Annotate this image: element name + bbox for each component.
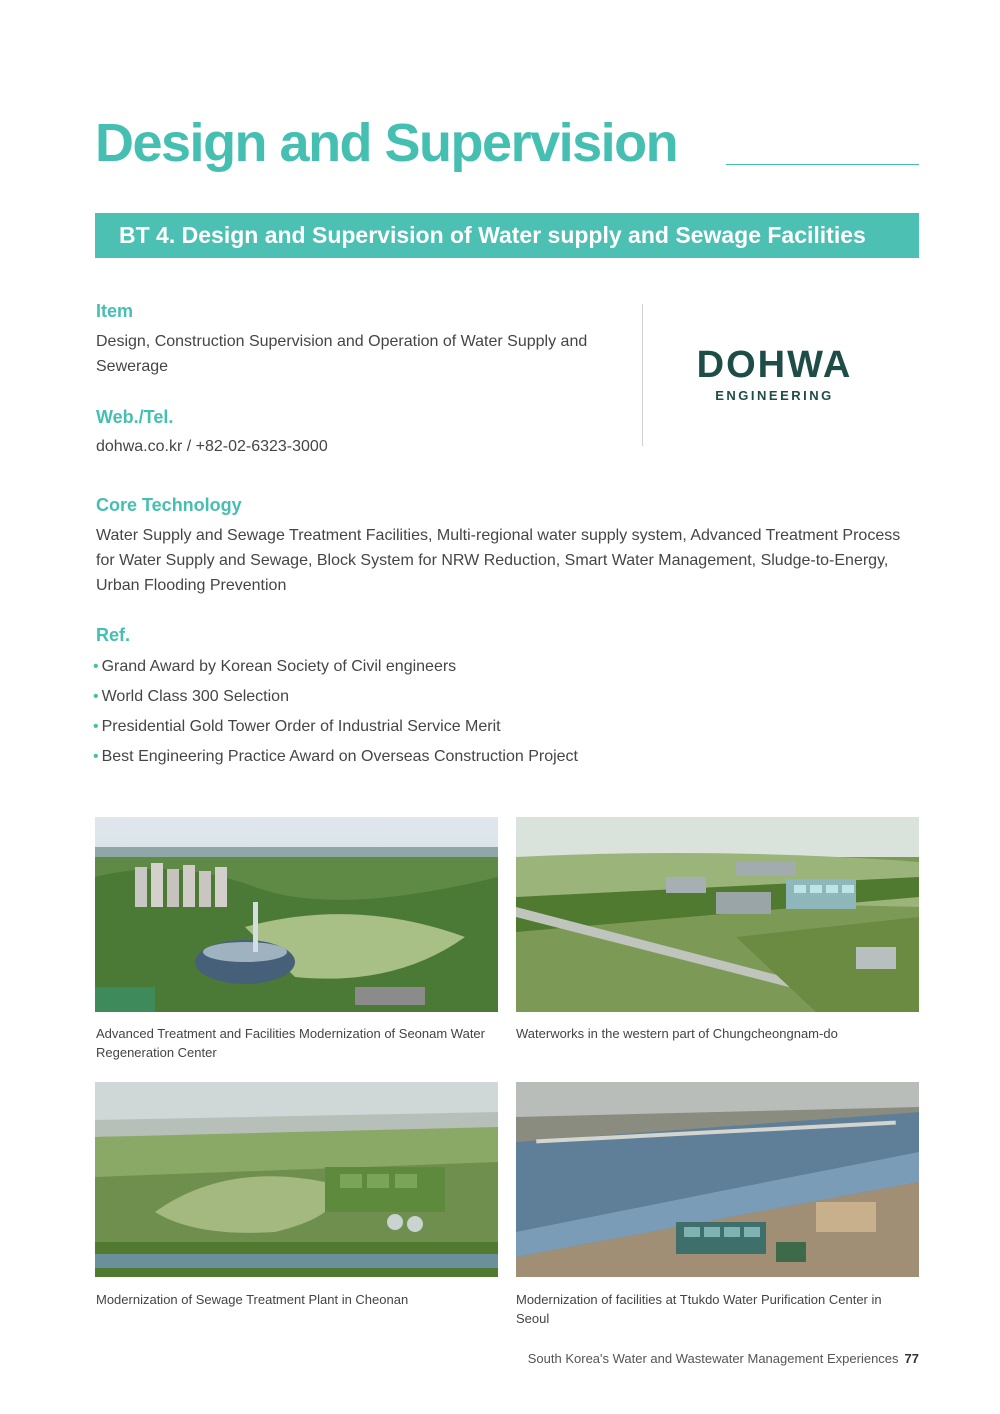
photo-caption: Advanced Treatment and Facilities Modernization of Seonam Water Regeneration Center [96, 1026, 485, 1060]
photo-caption: Modernization of Sewage Treatment Plant in Cheonan [96, 1292, 409, 1307]
item-text: Design, Construction Supervision and Operation of Water Supply and Sewerage [96, 333, 588, 375]
photo-ttukdo-center [516, 1082, 919, 1277]
section-banner: BT 4. Design and Supervision of Water supply and Sewage Facilities [95, 213, 919, 258]
title-divider [726, 164, 919, 165]
item-label: Item [96, 301, 134, 321]
bullet-icon: • [93, 658, 99, 675]
photo-caption: Waterworks in the western part of Chungcheongnam-do [516, 1026, 838, 1041]
ref-item: • World Class 300 Selection [93, 688, 289, 705]
page-footer [528, 1351, 919, 1366]
logo-wordmark: DOHWA [696, 344, 853, 386]
photo-chungnam-waterworks [516, 817, 919, 1012]
footer-title: South Korea's Water and Wastewater Management Experiences [527, 1351, 899, 1366]
core-technology-text: Water Supply and Sewage Treatment Facilities, Multi-regional water supply system, Advanced Treatment Process for Water Supply and Sewage, Block System for NRW Reduction, Smart Water Management, Sludge-to-Energy, Urban Flooding Prevention [96, 527, 901, 594]
page-title: Design and Supervision [95, 113, 678, 173]
photo-seonam-aerial [95, 817, 498, 1012]
vertical-divider [642, 304, 643, 446]
photo-cheonan-plant [95, 1082, 498, 1277]
ref-label: Ref. [96, 625, 131, 645]
contact-text: dohwa.co.kr / +82-02-6323-3000 [96, 438, 328, 455]
page-number: 77 [904, 1351, 919, 1366]
core-technology-label: Core Technology [96, 495, 242, 515]
photo-caption: Modernization of facilities at Ttukdo Water Purification Center in Seoul [516, 1292, 882, 1326]
ref-item: • Presidential Gold Tower Order of Industrial Service Merit [93, 718, 501, 735]
contact-label: Web./Tel. [96, 407, 174, 427]
bullet-icon: • [93, 718, 99, 735]
ref-item: • Best Engineering Practice Award on Overseas Construction Project [93, 748, 578, 765]
bullet-icon: • [93, 688, 99, 705]
ref-list [93, 652, 578, 772]
logo-subtitle: ENGINEERING [715, 388, 834, 403]
ref-item: • Grand Award by Korean Society of Civil engineers [93, 658, 457, 675]
company-logo [672, 344, 877, 406]
bullet-icon: • [93, 748, 99, 765]
